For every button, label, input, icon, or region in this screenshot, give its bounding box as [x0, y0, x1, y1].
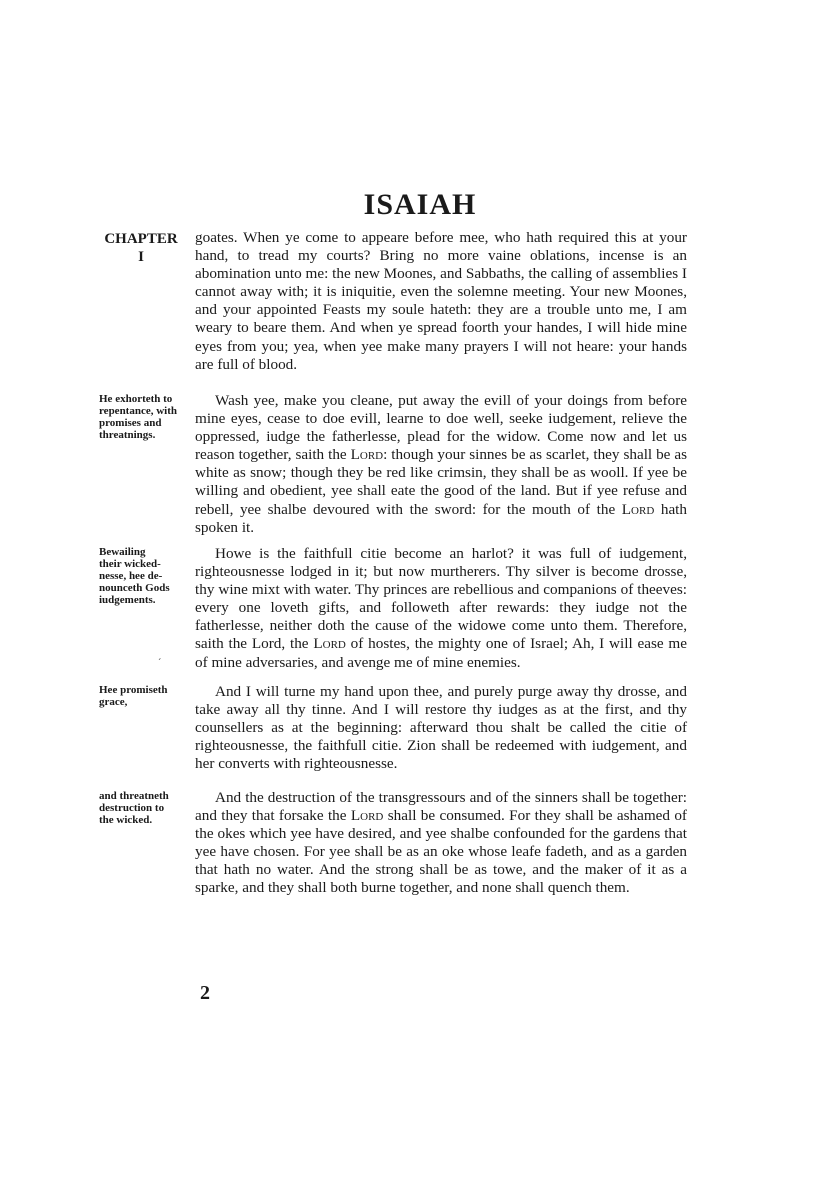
- chapter-heading: [100, 230, 182, 266]
- stray-mark: ´: [158, 658, 162, 669]
- paragraph-5-lord: Lord: [350, 807, 384, 825]
- paragraph-5: [195, 789, 687, 898]
- paragraph-2: [195, 392, 687, 537]
- paragraph-5-text-a: And the destruction of the transgressours and of the sinners shall be together: and they that forsake the: [195, 789, 687, 825]
- paragraph-3: [195, 545, 687, 672]
- chapter-number: I: [138, 249, 144, 265]
- margin-note-promise: Hee promiseth grace,: [99, 684, 168, 708]
- margin-note-exhortation: He exhorteth to repentance, with promises and threatnings.: [99, 393, 178, 441]
- paragraph-1: goates. When ye come to appeare before mee, who hath required this at your hand, to tread my courts? Bring no more vaine oblations, incense is an abomination unto me: the new Moones, and Sabbaths, the calling of assemblies I cannot away with; it is iniquitie, even the solemne meeting. Your new Moones, and your appointed Feasts my soule hateth: they are a trouble unto me, I am weary to beare them. And when ye spread foorth your handes, I will hide mine eyes from you; yea, when yee make many prayers I will not heare: your hands are full of blood.: [195, 229, 687, 373]
- paragraph-2-lord-b: Lord: [621, 500, 655, 518]
- paragraph-3-lord: Lord: [313, 635, 346, 653]
- paragraph-2-text-a: Wash yee, make you cleane, put away the evill of your doings from before mine eyes, cease to doe evill, learne to doe well, seeke iudgement, relieve the oppressed, iudge the fatherlesse, plead for the widow. Come now and let us reason together, saith the: [195, 392, 687, 464]
- page-title: ISAIAH: [363, 188, 477, 221]
- margin-note-bewailing: Bewailing their wicked- nesse, hee de- nounceth Gods iudgements.: [99, 546, 170, 606]
- paragraph-2-text-c: hath spoken it.: [195, 500, 687, 536]
- paragraph-3-text-a: Howe is the faithfull citie become an harlot? it was full of iudgement, righteousnesse lodged in it; but now murtherers. Thy silver is become drosse, thy wine mixt with water. Thy princes are rebellious and companions of theeves: every one loveth gifts, and followeth after rewards: they iudge not the fatherlesse, neither doth the cause of the widowe come unto them. Therefore, saith the Lord, the: [195, 545, 687, 653]
- paragraph-5-text-b: shall be consumed. For they shall be ashamed of the okes which yee have desired, and yee shalbe confounded for the gardens that yee have chosen. For yee shall be as an oke whose leafe fadeth, and as a garden that hath no water. And the strong shall be as towe, and the maker of it as a sparke, and they shall both burne together, and none shall quench them.: [195, 807, 687, 897]
- margin-note-threatening: and threatneth destruction to the wicked.: [99, 790, 169, 826]
- paragraph-3-text-b: of hostes, the mighty one of Israel; Ah, I will ease me of mine adversaries, and avenge me of mine enemies.: [195, 635, 687, 671]
- chapter-word: CHAPTER: [104, 231, 178, 247]
- page-number: 2: [200, 982, 210, 1004]
- paragraph-4: And I will turne my hand upon thee, and purely purge away thy drosse, and take away all thy tinne. And I will restore thy iudges as at the first, and thy counsellers as at the beginning: afterward thou shalt be called the citie of righteousnesse, the faithfull citie. Zion shall be redeemed with iudgement, and her converts with righteousnesse.: [195, 683, 687, 773]
- paragraph-2-lord-a: Lord: [350, 446, 384, 464]
- paragraph-2-text-b: : though your sinnes be as scarlet, they shall be as white as snow; though they be red like crimsin, they shall be as wooll. If yee be willing and obedient, yee shall eate the good of the land. But if yee refuse and rebell, yee shalbe devoured with the sword: for the mouth of the: [195, 446, 688, 518]
